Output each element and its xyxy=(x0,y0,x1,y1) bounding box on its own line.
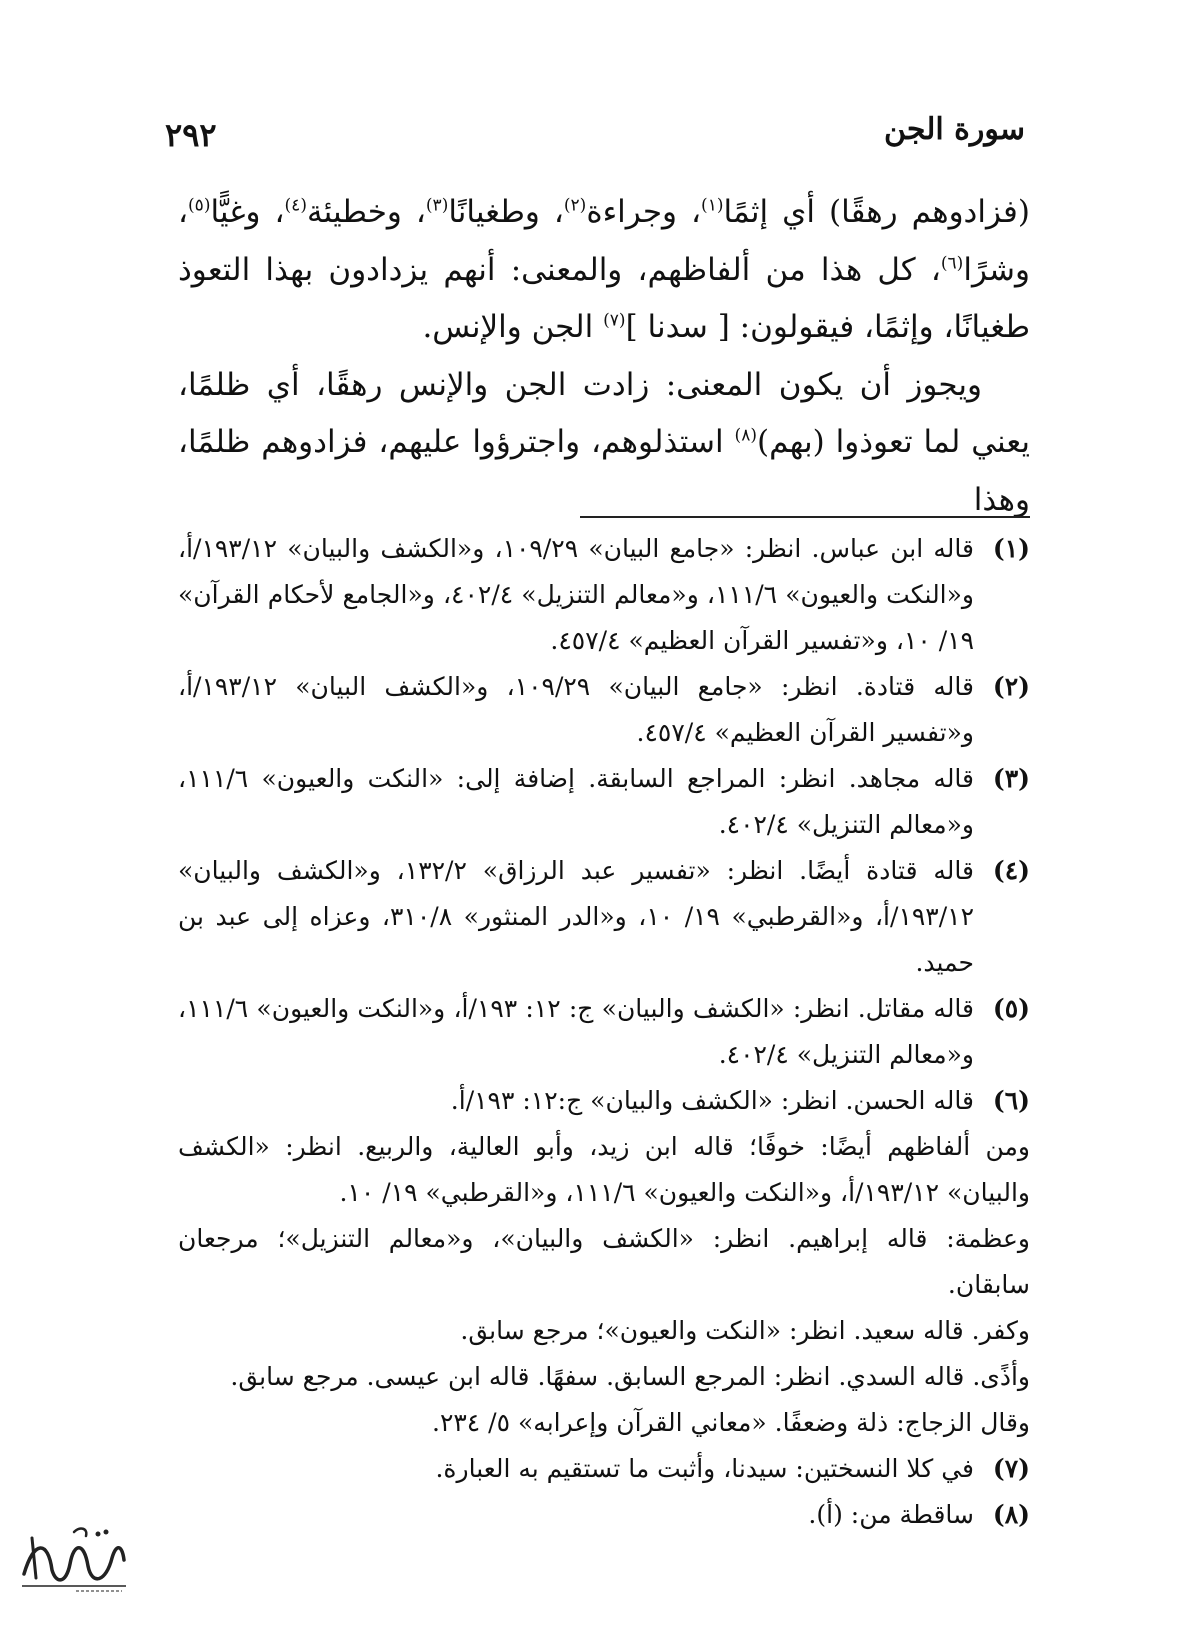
footnote-separator xyxy=(580,516,1030,518)
footnote-ref-1: (١) xyxy=(701,195,724,216)
text-segment: ، كل هذا من ألفاظهم، والمعنى: أنهم يزدادون بهذا التعوذ طغيانًا، وإثمًا، فيقولون: [ سدنا ] xyxy=(178,251,1030,345)
library-stamp-logo xyxy=(14,1520,132,1594)
footnote-text: قاله مقاتل. انظر: «الكشف والبيان» ج: ١٢: ١٩٣/أ، و«النكت والعيون» ١١١/٦، و«معالم التنزيل» ٤٠٢/٤. xyxy=(178,994,974,1069)
footnote-7 xyxy=(178,1446,1030,1492)
footnote-number: (٧) xyxy=(992,1454,1030,1483)
footnote-text: قاله مجاهد. انظر: المراجع السابقة. إضافة إلى: «النكت والعيون» ١١١/٦، و«معالم التنزيل» ٤٠٢/٤. xyxy=(178,764,974,839)
text-segment: ، وشرًا xyxy=(178,194,1030,288)
footnote-text: قاله قتادة. انظر: «جامع البيان» ١٠٩/٢٩، و«الكشف البيان» ١٩٣/١٢/أ، و«تفسير القرآن العظيم» ٤٥٧/٤. xyxy=(178,672,974,747)
page-header xyxy=(165,112,1025,164)
footnote-ref-4: (٤) xyxy=(284,195,307,216)
text-segment: استذلوهم، واجترؤوا عليهم، فزادوهم ظلمًا، وهذا xyxy=(178,424,1030,518)
footnote-extra-line: ومن ألفاظهم أيضًا: خوفًا؛ قاله ابن زيد، وأبو العالية، والربيع. انظر: «الكشف والبيان» ١٩٣/١٢/أ، و«النكت والعيون» ١١١/٦، و«القرطبي» ١٩/ ١٠. xyxy=(178,1132,1030,1207)
text-segment: ، وغيًّا xyxy=(210,194,285,230)
footnote-number: (٦) xyxy=(992,1086,1030,1115)
footnotes xyxy=(178,526,1030,1538)
footnote-6-continuation xyxy=(178,1124,1030,1446)
surah-title: سورة الجن xyxy=(884,112,1025,147)
footnote-ref-3: (٣) xyxy=(425,195,449,216)
footnote-extra-line: وأذًى. قاله السدي. انظر: المرجع السابق. سفهًا. قاله ابن عيسى. مرجع سابق. xyxy=(230,1362,1030,1391)
footnote-ref-2: (٢) xyxy=(563,195,587,216)
footnote-text: قاله الحسن. انظر: «الكشف والبيان» ج:١٢: ١٩٣/أ. xyxy=(450,1086,974,1115)
text-segment: ، وطغيانًا xyxy=(448,194,564,230)
footnote-number: (٢) xyxy=(992,672,1030,701)
footnote-text: ساقطة من: (أ). xyxy=(808,1500,974,1529)
footnote-ref-5: (٥) xyxy=(188,195,211,216)
footnote-number: (١) xyxy=(992,534,1030,563)
footnote-text: قاله ابن عباس. انظر: «جامع البيان» ١٠٩/٢٩، و«الكشف والبيان» ١٩٣/١٢/أ، و«النكت والعيون» ١١١/٦، و«معالم التنزيل» ٤٠٢/٤، و«الجامع لأحكام القرآن» ١٩/ ١٠، و«تفسير القرآن العظيم» ٤٥٧/٤. xyxy=(178,534,974,655)
footnote-3 xyxy=(178,756,1030,848)
footnote-ref-7: (٧) xyxy=(603,310,626,331)
footnote-1 xyxy=(178,526,1030,664)
footnote-8 xyxy=(178,1492,1030,1538)
footnote-extra-line: وكفر. قاله سعيد. انظر: «النكت والعيون»؛ مرجع سابق. xyxy=(460,1316,1030,1345)
footnote-text: قاله قتادة أيضًا. انظر: «تفسير عبد الرزاق» ١٣٢/٢، و«الكشف والبيان» ١٩٣/١٢/أ، و«القرطبي» ١٩/ ١٠، و«الدر المنثور» ٣١٠/٨، وعزاه إلى عبد بن حميد. xyxy=(178,856,974,977)
footnote-5 xyxy=(178,986,1030,1078)
footnote-ref-6: (٦) xyxy=(940,253,964,274)
footnote-text: في كلا النسختين: سيدنا، وأثبت ما تستقيم به العبارة. xyxy=(435,1454,974,1483)
footnote-4 xyxy=(178,848,1030,986)
text-segment: ، وخطيئة xyxy=(306,194,426,230)
main-text xyxy=(178,184,1030,529)
footnote-6 xyxy=(178,1078,1030,1124)
footnote-number: (٤) xyxy=(992,856,1030,885)
text-segment: الجن والإنس. xyxy=(422,309,604,345)
paragraph-1 xyxy=(178,184,1030,357)
text-segment: (فزادوهم رهقًا) أي إثمًا xyxy=(723,194,1030,230)
footnote-extra-line: وعظمة: قاله إبراهيم. انظر: «الكشف والبيان»، و«معالم التنزيل»؛ مرجعان سابقان. xyxy=(178,1224,1030,1299)
footnote-number: (٣) xyxy=(992,764,1030,793)
footnote-2 xyxy=(178,664,1030,756)
footnote-extra-line: وقال الزجاج: ذلة وضعفًا. «معاني القرآن وإعرابه» ٥/ ٢٣٤. xyxy=(431,1408,1030,1437)
text-segment: ، وجراءة xyxy=(586,194,702,230)
footnote-number: (٨) xyxy=(992,1500,1030,1529)
page-number: ٢٩٢ xyxy=(165,116,217,154)
paragraph-2 xyxy=(178,357,1030,530)
footnote-ref-8: (٨) xyxy=(734,425,757,446)
text-segment: ويجوز أن يكون المعنى: زادت الجن والإنس رهقًا، أي ظلمًا، يعني لما تعوذوا (بهم) xyxy=(178,366,1030,460)
footnote-number: (٥) xyxy=(992,994,1030,1023)
